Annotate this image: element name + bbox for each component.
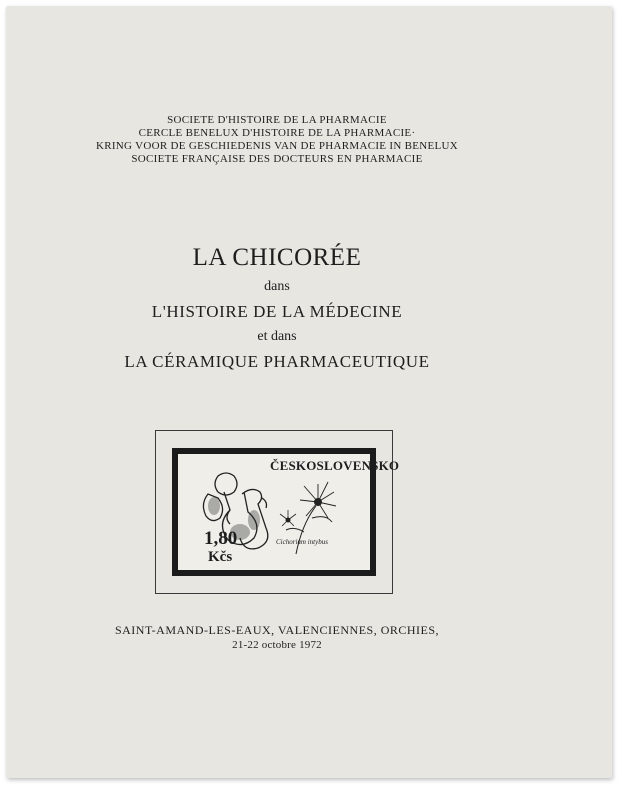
event-places: SAINT-AMAND-LES-EAUX, VALENCIENNES, ORCHIES, <box>114 623 440 637</box>
stamp-value <box>204 530 237 566</box>
book-title: LA CHICORÉE <box>192 244 362 271</box>
stamp-face <box>178 454 400 570</box>
book-cover <box>6 6 612 778</box>
event-location <box>6 623 548 653</box>
stamp-frame <box>155 430 400 594</box>
event-date: 21-22 octobre 1972 <box>232 639 322 651</box>
society-line: SOCIETE FRANÇAISE DES DOCTEURS EN PHARMACIE <box>131 153 423 165</box>
postage-stamp <box>172 448 400 576</box>
stamp-caption: Cichorium intybus <box>276 538 328 546</box>
society-line: KRING VOOR DE GESCHIEDENIS VAN DE PHARMACIE IN BENELUX <box>95 140 459 152</box>
title-block <box>6 242 548 374</box>
connector-dans: dans <box>264 279 290 294</box>
society-line: SOCIETE D'HISTOIRE DE LA PHARMACIE <box>167 114 387 126</box>
stamp-value-number: 1,80 <box>204 528 238 549</box>
stamp-country: ČESKOSLOVENSKO <box>270 458 400 473</box>
society-list <box>6 114 548 166</box>
stamp-currency: Kčs <box>208 549 233 565</box>
society-line: CERCLE BENELUX D'HISTOIRE DE LA PHARMACIE· <box>138 127 416 139</box>
connector-et-dans: et dans <box>257 329 297 344</box>
subtitle-ceramique: LA CÉRAMIQUE PHARMACEUTIQUE <box>124 352 430 371</box>
subtitle-medecine: L'HISTOIRE DE LA MÉDECINE <box>151 302 403 321</box>
